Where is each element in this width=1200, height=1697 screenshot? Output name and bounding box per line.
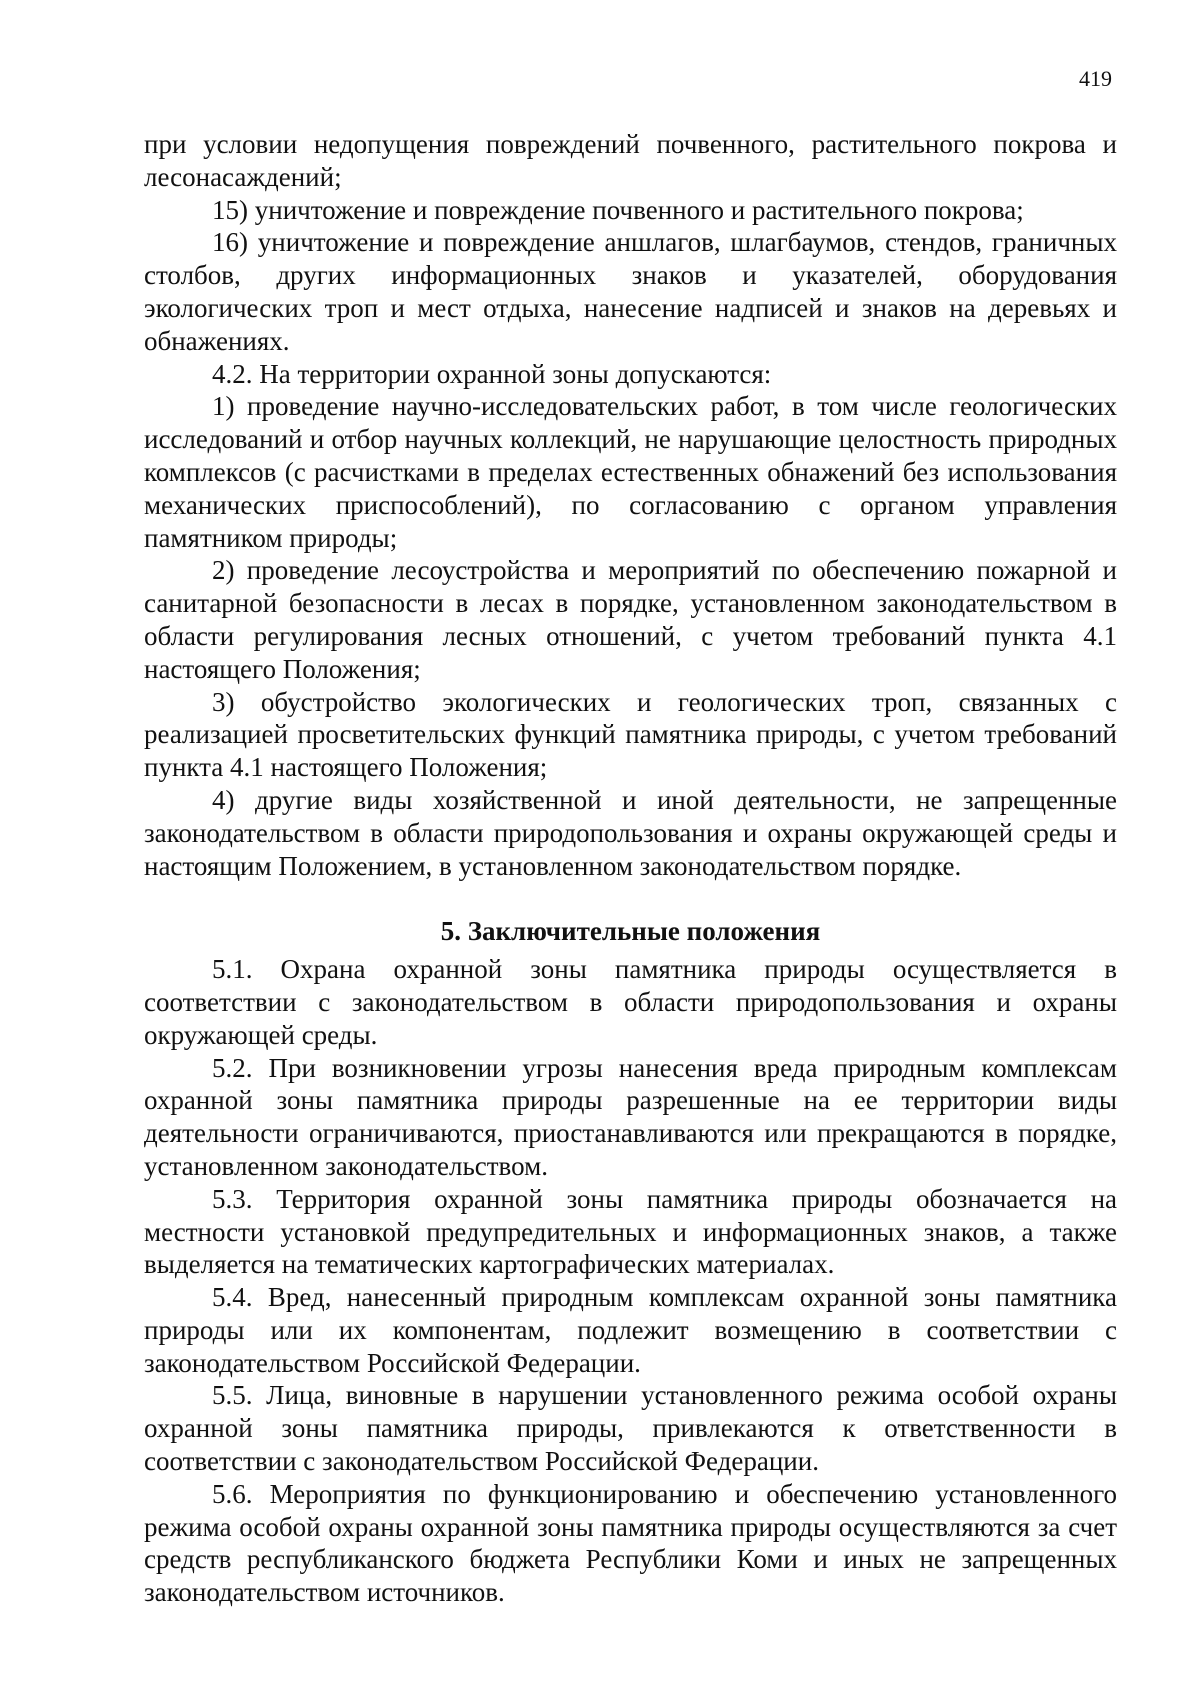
list-item-15: 15) уничтожение и повреждение почвенного и растительного покрова; bbox=[212, 194, 1024, 225]
section-5-title: 5. Заключительные положения bbox=[440, 916, 821, 947]
clause-5-6: 5.6. Мероприятия по функционированию и обеспечению установленного режима особой охраны охранной зоны памятника природы осуществляются за счет средств республиканского бюджета Республики Коми и иных не запрещенных законодательством источников. bbox=[144, 1478, 1117, 1608]
permitted-item-3: 3) обустройство экологических и геологических троп, связанных с реализацией просветительских функций памятника природы, с учетом требований пункта 4.1 настоящего Положения; bbox=[144, 686, 1117, 783]
permitted-item-4: 4) другие виды хозяйственной и иной деятельности, не запрещенные законодательством в области природопользования и охраны окружающей среды и настоящим Положением, в установленном законодательством порядке. bbox=[144, 784, 1117, 881]
clause-5-4: 5.4. Вред, нанесенный природным комплексам охранной зоны памятника природы или их компонентам, подлежит возмещению в соответствии с законодательством Российской Федерации. bbox=[144, 1282, 1117, 1378]
page-number: 419 bbox=[1079, 66, 1112, 91]
document-body bbox=[144, 128, 1117, 1609]
paragraph-continuation: при условии недопущения повреждений почвенного, растительного покрова и лесонасаждений; bbox=[144, 129, 1117, 192]
permitted-item-1: 1) проведение научно-исследовательских работ, в том числе геологических исследований и отбор научных коллекций, не нарушающие целостность природных комплексов (с расчистками в пределах естественных обнажений без использования механических приспособлений), по согласованию с органом управления памятником природы; bbox=[144, 391, 1117, 553]
clause-4-2: 4.2. На территории охранной зоны допускаются: bbox=[212, 358, 772, 389]
clause-5-2: 5.2. При возникновении угрозы нанесения вреда природным комплексам охранной зоны памятника природы разрешенные на ее территории виды деятельности ограничиваются, приостанавливаются или прекращаются в порядке, установленном законодательством. bbox=[144, 1052, 1117, 1181]
clause-5-5: 5.5. Лица, виновные в нарушении установленного режима особой охраны охранной зоны памятника природы, привлекаются к ответственности в соответствии с законодательством Российской Федерации. bbox=[144, 1380, 1117, 1477]
permitted-item-2: 2) проведение лесоустройства и мероприятий по обеспечению пожарной и санитарной безопасности в лесах в порядке, установленном законодательством в области регулирования лесных отношений, с учетом требований пункта 4.1 настоящего Положения; bbox=[144, 555, 1117, 684]
list-item-16: 16) уничтожение и повреждение аншлагов, шлагбаумов, стендов, граничных столбов, других информационных знаков и указателей, оборудования экологических троп и мест отдыха, нанесение надписей и знаков на деревьях и обнажениях. bbox=[144, 227, 1117, 356]
clause-5-3: 5.3. Территория охранной зоны памятника природы обозначается на местности установкой предупредительных и информационных знаков, а также выделяется на тематических картографических материалах. bbox=[144, 1183, 1117, 1280]
clause-5-1: 5.1. Охрана охранной зоны памятника природы осуществляется в соответствии с законодательством в области природопользования и охраны окружающей среды. bbox=[144, 954, 1117, 1050]
